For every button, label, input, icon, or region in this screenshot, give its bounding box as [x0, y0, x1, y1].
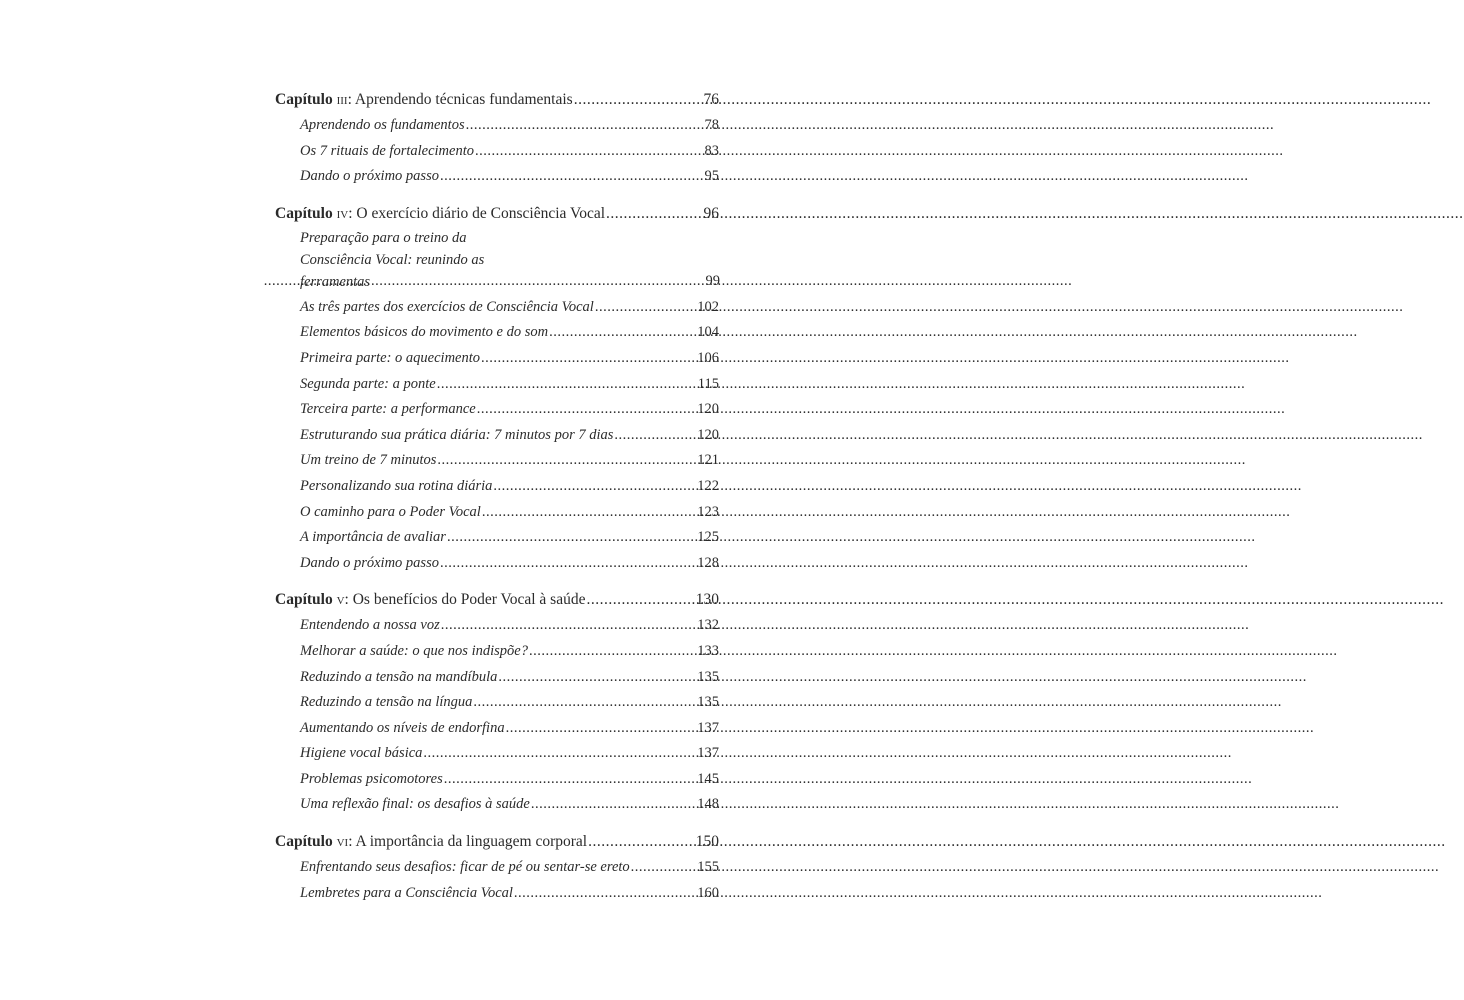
chapter-label: Capítulo — [275, 591, 333, 609]
chapter-4-section — [275, 202, 719, 577]
page-number: 155 — [697, 859, 719, 876]
page-number: 137 — [697, 745, 719, 762]
page-number: 102 — [697, 298, 719, 315]
chapter-title: Aprendendo técnicas fundamentais — [354, 91, 573, 108]
toc-entry[interactable] — [275, 139, 719, 165]
chapter-title-group: Capítulo vi: A importância da linguagem corporal — [275, 833, 588, 851]
chapter-number: iii — [336, 91, 348, 108]
chapter-title: A importância da linguagem corporal — [355, 833, 588, 851]
toc-entry[interactable] — [275, 665, 719, 691]
toc-entry[interactable] — [275, 227, 720, 295]
entry-title: Entendendo a nossa voz — [300, 617, 440, 634]
page-number: 120 — [697, 401, 719, 418]
page-number: 160 — [697, 884, 719, 901]
page-number: 106 — [697, 349, 719, 366]
toc-entry[interactable] — [275, 397, 719, 423]
dot-leader — [444, 767, 697, 793]
entry-title: Segunda parte: a ponte — [300, 375, 436, 392]
dot-leader — [549, 320, 696, 346]
chapter-number: v — [336, 591, 345, 609]
toc-entry[interactable] — [275, 346, 719, 372]
chapter-5-section — [275, 588, 719, 818]
page-number: 104 — [697, 324, 719, 341]
entry-title: Dando o próximo passo — [300, 554, 439, 571]
dot-leader — [498, 665, 696, 691]
entry-title: Lembretes para a Consciência Vocal — [300, 884, 513, 901]
toc-entry[interactable] — [275, 767, 719, 793]
table-of-contents — [275, 88, 719, 918]
toc-entry[interactable] — [275, 164, 719, 190]
dot-leader — [574, 88, 703, 111]
page-number: 135 — [697, 668, 719, 685]
page-number: 148 — [697, 796, 719, 813]
page-number: 120 — [697, 426, 719, 443]
toc-entry[interactable] — [275, 474, 719, 500]
page-number: 133 — [697, 642, 719, 659]
dot-leader — [437, 372, 697, 398]
toc-entry[interactable] — [275, 500, 719, 526]
toc-entry[interactable] — [275, 448, 719, 474]
entry-title: Reduzindo a tensão na língua — [300, 694, 473, 711]
dot-leader — [475, 139, 704, 165]
entry-title: Higiene vocal básica — [300, 745, 423, 762]
entry-title: As três partes dos exercícios de Consciência Vocal — [300, 298, 594, 315]
dot-leader — [264, 269, 705, 295]
entry-title: Um treino de 7 minutos — [300, 452, 437, 469]
dot-leader — [506, 716, 697, 742]
page-number: 83 — [704, 142, 719, 159]
page-number: 125 — [697, 529, 719, 546]
page-number: 123 — [697, 503, 719, 520]
dot-leader — [531, 792, 696, 818]
page-number: 130 — [695, 591, 719, 609]
entry-title: Os 7 rituais de fortalecimento — [300, 142, 474, 159]
page-number: 95 — [704, 168, 719, 185]
chapter-title: O exercício diário de Consciência Vocal — [356, 204, 606, 222]
dot-leader — [493, 474, 696, 500]
page-number: 99 — [705, 273, 720, 290]
page-number: 145 — [697, 770, 719, 787]
chapter-title-group: Capítulo iii: Aprendendo técnicas fundamentais — [275, 91, 573, 108]
entry-title: Uma reflexão final: os desafios à saúde — [300, 796, 530, 813]
entry-title: O caminho para o Poder Vocal — [300, 503, 481, 520]
chapter-heading[interactable] — [275, 202, 719, 225]
dot-leader — [606, 202, 702, 225]
toc-entry[interactable] — [275, 372, 719, 398]
entry-title: Problemas psicomotores — [300, 770, 443, 787]
entry-title: Aprendendo os fundamentos — [300, 117, 465, 133]
chapter-6-section — [275, 830, 719, 906]
page-number: 122 — [697, 477, 719, 494]
page-number: 96 — [703, 204, 719, 222]
entry-title: Dando o próximo passo — [300, 168, 439, 185]
chapter-number: iv — [336, 204, 349, 222]
entry-title: Preparação para o treino da Consciência Vocal: reunindo as ferramentas — [300, 229, 485, 290]
dot-leader — [447, 525, 696, 551]
chapter-heading[interactable] — [275, 88, 719, 111]
toc-entry[interactable] — [275, 525, 719, 551]
entry-title: Reduzindo a tensão na mandíbula — [300, 668, 498, 685]
dot-leader — [614, 423, 696, 449]
chapter-heading[interactable] — [275, 588, 719, 611]
chapter-title-group: Capítulo iv: O exercício diário de Consciência Vocal — [275, 204, 606, 222]
entry-title: Melhorar a saúde: o que nos indispõe? — [300, 642, 528, 659]
chapter-number: vi — [336, 833, 349, 851]
entry-title: Terceira parte: a performance — [300, 401, 476, 418]
page-number: 132 — [697, 617, 719, 634]
dot-leader — [441, 613, 697, 639]
toc-entry[interactable] — [275, 716, 719, 742]
toc-entry[interactable] — [275, 613, 719, 639]
toc-entry[interactable] — [275, 551, 719, 577]
dot-leader — [482, 500, 696, 526]
entry-title: Primeira parte: o aquecimento — [300, 349, 481, 366]
dot-leader — [514, 881, 696, 907]
entry-title: Aumentando os níveis de endorfina — [300, 719, 505, 736]
entry-title: Elementos básicos do movimento e do som — [300, 324, 549, 341]
entry-title: A importância de avaliar — [300, 529, 446, 546]
dot-leader — [473, 690, 696, 716]
page-number: 150 — [695, 833, 719, 851]
dot-leader — [466, 113, 704, 139]
toc-entry[interactable] — [275, 881, 719, 907]
dot-leader — [440, 551, 696, 577]
chapter-heading[interactable] — [275, 830, 719, 853]
chapter-label: Capítulo — [275, 91, 333, 108]
chapter-title: Os benefícios do Poder Vocal à saúde — [352, 591, 586, 609]
page-number: 135 — [697, 694, 719, 711]
page-number: 78 — [704, 117, 719, 133]
dot-leader — [588, 830, 695, 853]
dot-leader — [481, 346, 696, 372]
dot-leader — [529, 639, 696, 665]
dot-leader — [440, 164, 704, 190]
page-number: 128 — [697, 554, 719, 571]
page-number: 137 — [697, 719, 719, 736]
toc-entry[interactable] — [275, 741, 719, 767]
toc-entry[interactable] — [275, 690, 719, 716]
chapter-label: Capítulo — [275, 833, 333, 851]
dot-leader — [477, 397, 697, 423]
page-number: 115 — [697, 375, 719, 392]
toc-entry[interactable] — [275, 320, 719, 346]
dot-leader — [423, 741, 696, 767]
toc-entry[interactable] — [275, 792, 719, 818]
dot-leader — [595, 295, 696, 321]
page-number: 121 — [697, 452, 719, 469]
toc-entry[interactable] — [275, 423, 719, 449]
page-number: 76 — [703, 91, 719, 108]
entry-title: Estruturando sua prática diária: 7 minutos por 7 dias — [300, 426, 614, 443]
entry-title: Personalizando sua rotina diária — [300, 477, 493, 494]
chapter-title-group: Capítulo v: Os benefícios do Poder Vocal à saúde — [275, 591, 586, 609]
toc-entry[interactable] — [275, 295, 719, 321]
toc-entry[interactable] — [275, 855, 719, 881]
chapter-label: Capítulo — [275, 204, 333, 222]
chapter-3-section — [275, 88, 719, 190]
toc-entry[interactable] — [275, 639, 719, 665]
toc-entry[interactable] — [275, 113, 719, 139]
dot-leader — [586, 588, 694, 611]
dot-leader — [437, 448, 696, 474]
entry-title: Enfrentando seus desafios: ficar de pé ou sentar-se ereto — [300, 859, 630, 876]
dot-leader — [631, 855, 697, 881]
